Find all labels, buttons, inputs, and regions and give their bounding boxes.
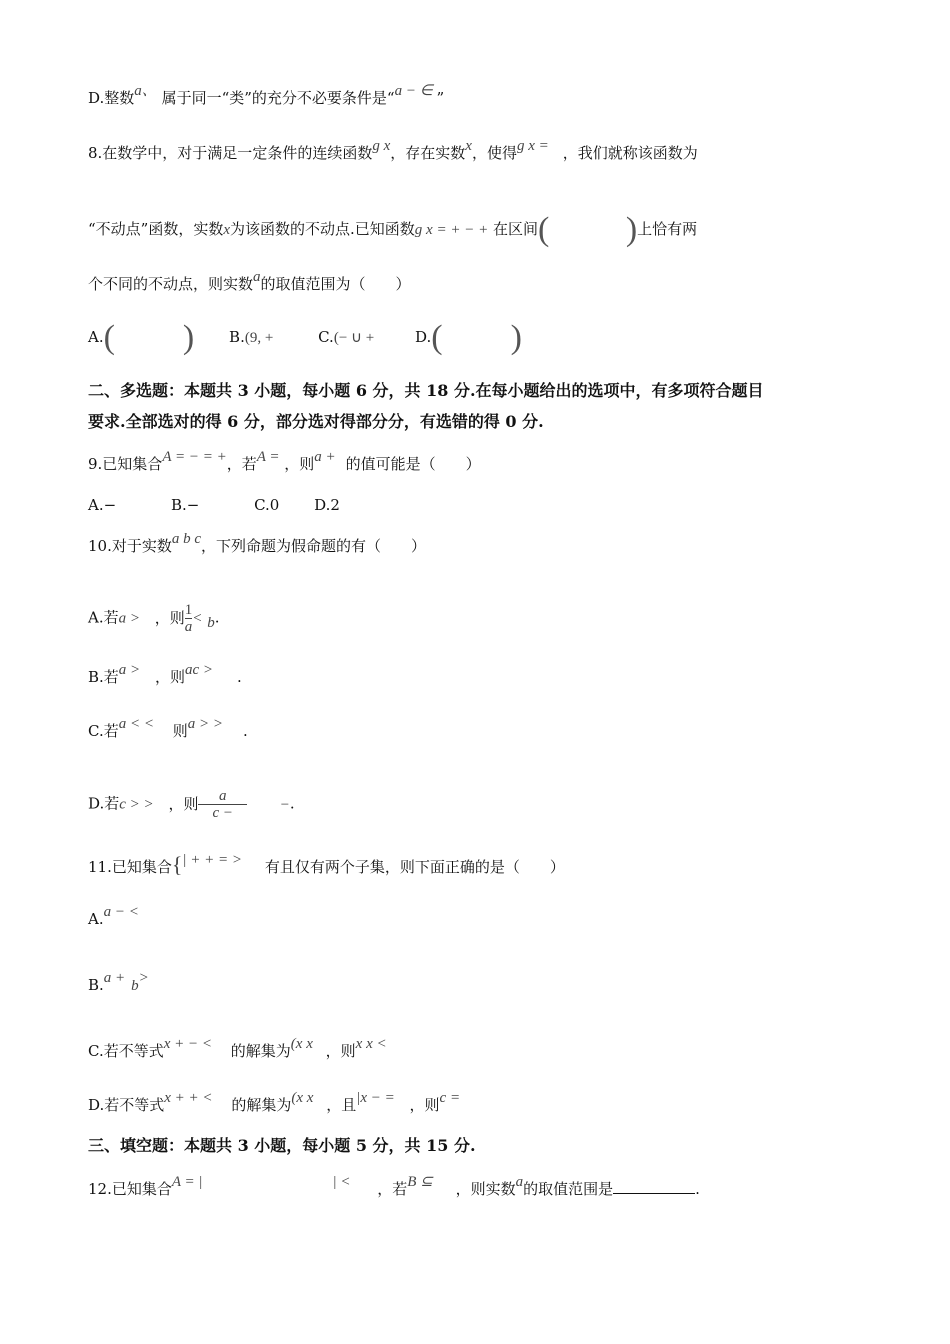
question-11-option-a [88, 904, 139, 930]
q12-answer-blank[interactable] [613, 1179, 695, 1194]
q11c-text-1: C.若不等式 [88, 1042, 164, 1060]
q8-option-b [229, 327, 273, 348]
q8-option-c-value: − ∪ + [338, 330, 375, 346]
q9-math-set-a: A = − = + [162, 449, 227, 465]
question-12 [88, 1174, 700, 1200]
question-8-line-1 [88, 138, 698, 164]
q8-text-2: ，存在实数 [390, 144, 466, 162]
q9-text-2: ，若 [226, 455, 257, 473]
q8-option-a [88, 319, 195, 356]
q8-option-c-label: C. [318, 328, 334, 346]
interval-bracket: ( ) [538, 211, 638, 248]
q10-text-1: 10.对于实数 [88, 537, 172, 555]
q11b-math-gt: > [138, 970, 149, 986]
question-8-line-3 [88, 269, 411, 295]
q8b-text-4: 上恰有两 [637, 220, 698, 238]
q11-math-set: | + + = > [182, 852, 243, 868]
q12-math-set-cond: | < [332, 1174, 351, 1190]
q11-brace-icon: { [171, 852, 183, 877]
q10-math-abc: a b c [171, 531, 202, 547]
q10c-dot: . [243, 722, 248, 740]
q8-text-3: ，使得 [471, 144, 517, 162]
q11c-math-product: x x < [355, 1036, 387, 1052]
q10a-text-2: ，则 [154, 608, 185, 627]
q10b-math-cond: a > [118, 662, 141, 678]
q11d-math-ineq: x + + < [164, 1090, 213, 1106]
q8-text-1: 8.在数学中，对于满足一定条件的连续函数 [88, 144, 373, 162]
q11b-math: a + [103, 970, 126, 986]
q10d-fraction [198, 788, 247, 821]
q10d-text-1: D.若 [88, 794, 120, 813]
q8-text-4: ，我们就称该函数为 [562, 144, 698, 162]
question-11-option-b [88, 970, 149, 996]
question-11 [88, 852, 565, 878]
question-8-line-2 [88, 211, 698, 248]
q8-option-d [415, 319, 522, 356]
q11d-math-c: c = [439, 1090, 461, 1106]
q12-end: . [695, 1180, 700, 1198]
question-11-option-c [88, 1036, 387, 1062]
q10d-text-2: ，则 [168, 794, 199, 813]
q10d-denominator: c − [198, 804, 247, 821]
q9-math-a-eq: A = [256, 449, 280, 465]
q10c-math-result: a > > [187, 716, 224, 732]
q8-math-x: x [465, 138, 472, 154]
q11a-label: A. [88, 910, 104, 928]
q12-text-1: 12.已知集合 [88, 1180, 172, 1198]
section-3-heading: 三、填空题：本题共 3 小题，每小题 5 分，共 15 分. [88, 1136, 476, 1155]
q8-option-c-math: (− ∪ + [333, 330, 375, 346]
question-10 [88, 531, 427, 557]
q8b-text-1: “不动点”函数，实数 [88, 220, 224, 238]
q8-option-a-bracket: ( ) [103, 319, 195, 356]
q10b-dot: . [237, 668, 242, 686]
q10d-math-cond: c > > [119, 796, 154, 813]
q7d-label: D.整数 [88, 89, 135, 107]
q10a-numerator: 1 [184, 602, 193, 618]
q8-option-d-bracket: ( ) [431, 319, 522, 356]
q9-option-d: D.2 [314, 496, 340, 514]
section-2-heading-line-1: 二、多选题：本题共 3 小题，每小题 6 分，共 18 分.在每小题给出的选项中，有多项符合题目 [88, 381, 764, 400]
q7d-end: ” [436, 89, 445, 107]
q8-option-c [318, 327, 374, 348]
q11c-math-interval: (x x [290, 1036, 313, 1052]
question-8-options [88, 319, 522, 356]
q8-option-b-value: 9, + [249, 330, 274, 346]
q11c-math-roots: x x [295, 1036, 313, 1052]
question-11-option-d [88, 1090, 461, 1116]
q12-math-subset: B ⊆ [407, 1174, 433, 1190]
q10a-math-cond: a > [118, 610, 140, 627]
q11d-text-1: D.若不等式 [88, 1096, 165, 1114]
q8b-math-function: g x = + − + [414, 222, 489, 238]
q10b-math-result: ac > [184, 662, 213, 678]
q10b-text-2: ，则 [154, 668, 185, 686]
q10-text-2: ，下列命题为假命题的有（ ） [201, 537, 427, 555]
question-10-option-b [88, 662, 242, 688]
q12-math-a: a [515, 1174, 524, 1190]
question-10-option-c [88, 716, 248, 742]
question-9-options [88, 495, 340, 515]
q10c-text-2: 则 [172, 722, 188, 740]
q12-text-4: 的取值范围是 [523, 1180, 614, 1198]
q8-math-gx-eq: g x = [516, 138, 549, 154]
q8b-math-x: x [223, 222, 231, 238]
question-7-option-d [88, 83, 445, 109]
q8c-text-2: 的取值范围为（ ） [260, 275, 411, 293]
q11d-text-4: ，则 [409, 1096, 440, 1114]
q11d-text-2: 的解集为 [231, 1096, 292, 1114]
q9-option-b: B.− [170, 496, 200, 514]
q10d-math-minus: − [279, 796, 290, 813]
q9-option-a: A.− [88, 496, 117, 514]
q10b-text-1: B.若 [88, 668, 119, 686]
q11-text-2: 有且仅有两个子集，则下面正确的是（ ） [264, 858, 565, 876]
q8-option-d-label: D. [415, 328, 432, 346]
q10c-text-1: C.若 [88, 722, 119, 740]
q9-math-sum: a + [314, 449, 336, 465]
q11a-math: a − < [103, 904, 139, 920]
q12-text-3: ，则实数 [455, 1180, 516, 1198]
q11-text-1: 11.已知集合 [88, 858, 172, 876]
q8c-text-1: 个不同的不动点，则实数 [88, 275, 254, 293]
q10d-dot: . [289, 794, 295, 813]
q7d-math-set: a − ∈ [394, 83, 437, 99]
q8-option-b-math: (9, + [244, 330, 274, 346]
q12-text-2: ，若 [377, 1180, 408, 1198]
q10a-dot: . [214, 608, 220, 627]
question-10-option-a [88, 602, 219, 635]
q11d-math-roots: x x [296, 1090, 314, 1106]
q10c-math-cond: a < < [118, 716, 154, 732]
q11c-text-3: ，则 [325, 1042, 356, 1060]
q9-text-3: ，则 [284, 455, 315, 473]
q10d-numerator: a [218, 788, 227, 804]
q11b-math-b: b [131, 978, 139, 994]
q12-math-set-a: A = | [171, 1174, 203, 1190]
q7d-text: 属于同一“类”的充分不必要条件是“ [161, 89, 395, 107]
q8c-math-a: a [253, 269, 261, 285]
q8-math-gx: g x [372, 138, 391, 154]
q8-option-a-label: A. [88, 328, 104, 346]
section-2-heading-line-2: 要求.全部选对的得 6 分，部分选对得部分分，有选错的得 0 分. [88, 412, 544, 431]
q9-option-c: C.0 [254, 496, 280, 514]
q10a-denominator: a [184, 619, 193, 635]
q8-option-b-label: B. [229, 328, 245, 346]
q8b-text-2: 为该函数的不动点.已知函数 [230, 220, 415, 238]
question-9 [88, 449, 481, 475]
q11c-math-ineq: x + − < [163, 1036, 212, 1052]
q11c-text-2: 的解集为 [230, 1042, 291, 1060]
q8b-text-3: 在区间 [492, 220, 538, 238]
q10a-math-lt: < [192, 610, 203, 627]
q11d-text-3: ，且 [326, 1096, 357, 1114]
q11b-label: B. [88, 976, 104, 994]
q10a-text-1: A.若 [88, 608, 119, 627]
q9-text-4: 的值可能是（ ） [345, 455, 481, 473]
q9-text-1: 9.已知集合 [88, 455, 163, 473]
question-10-option-d [88, 788, 295, 821]
q7d-math-a: a、 [134, 83, 157, 99]
q11d-math-abs: |x − = [356, 1090, 395, 1106]
q10a-math-b: b [207, 614, 215, 631]
q11d-math-interval: (x x [291, 1090, 314, 1106]
